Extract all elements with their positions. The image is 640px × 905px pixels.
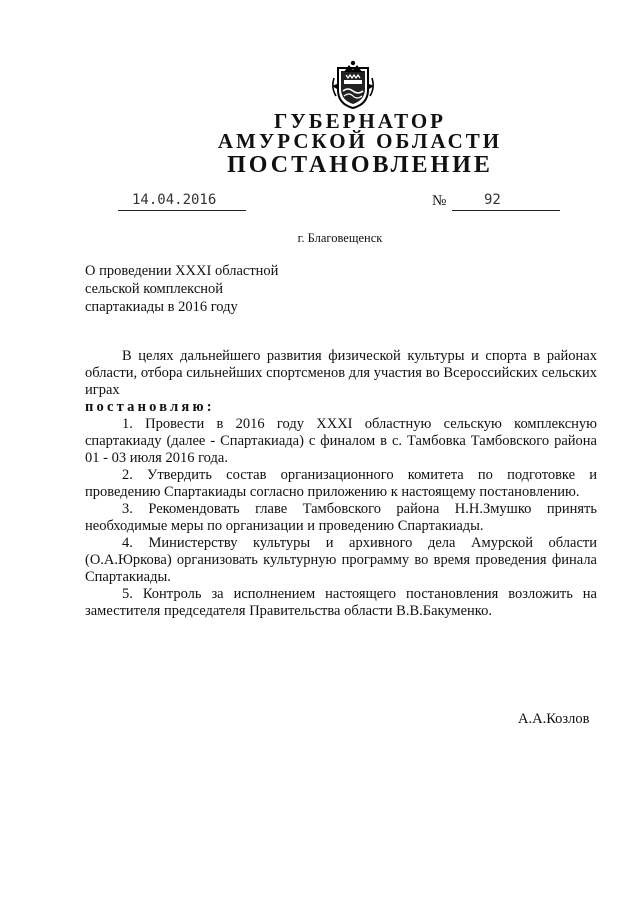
decree-item: 1. Провести в 2016 году XXXI областную сельскую комплексную спартакиаду (далее - Спартакиада) с финалом в с. Тамбовка Тамбовского района 01 - 03 июля 2016 года. [85, 416, 597, 466]
subject-line: спартакиады в 2016 году [85, 299, 238, 315]
decree-date: 14.04.2016 [118, 193, 246, 211]
signature-name: А.А.Козлов [518, 711, 590, 727]
resolve-word: постановляю: [85, 399, 215, 415]
city-name: г. Благовещенск [297, 231, 383, 245]
decree-item: 2. Утвердить состав организационного комитета по подготовке и проведению Спартакиады согласно приложению к настоящему постановлению. [85, 467, 597, 500]
decree-item: 5. Контроль за исполнением настоящего постановления возложить на заместителя председателя Правительства области В.В.Бакуменко. [85, 586, 597, 619]
subject-line: О проведении XXXI областной [85, 263, 279, 279]
document-title-governor: ГУБЕРНАТОР [273, 109, 447, 133]
number-sign: № [432, 193, 447, 209]
document-type: ПОСТАНОВЛЕНИЕ [227, 152, 493, 178]
subject-line: сельской комплексной [85, 281, 224, 297]
coat-of-arms-icon [328, 58, 378, 110]
preamble-paragraph: В целях дальнейшего развития физической культуры и спорта в районах области, отбора сильнейших спортсменов для участия во Всероссийских сельских играх [85, 348, 597, 398]
decree-subject [85, 262, 278, 316]
document-title-region: АМУРСКОЙ ОБЛАСТИ [217, 129, 503, 153]
decree-item: 4. Министерству культуры и архивного дела Амурской области (О.А.Юркова) организовать культурную программу во время проведения финала Спартакиады. [85, 535, 597, 585]
decree-number: 92 [452, 193, 560, 211]
decree-item: 3. Рекомендовать главе Тамбовского района Н.Н.Змушко принять необходимые меры по организации и проведению Спартакиады. [85, 501, 597, 534]
decree-body [85, 348, 597, 620]
